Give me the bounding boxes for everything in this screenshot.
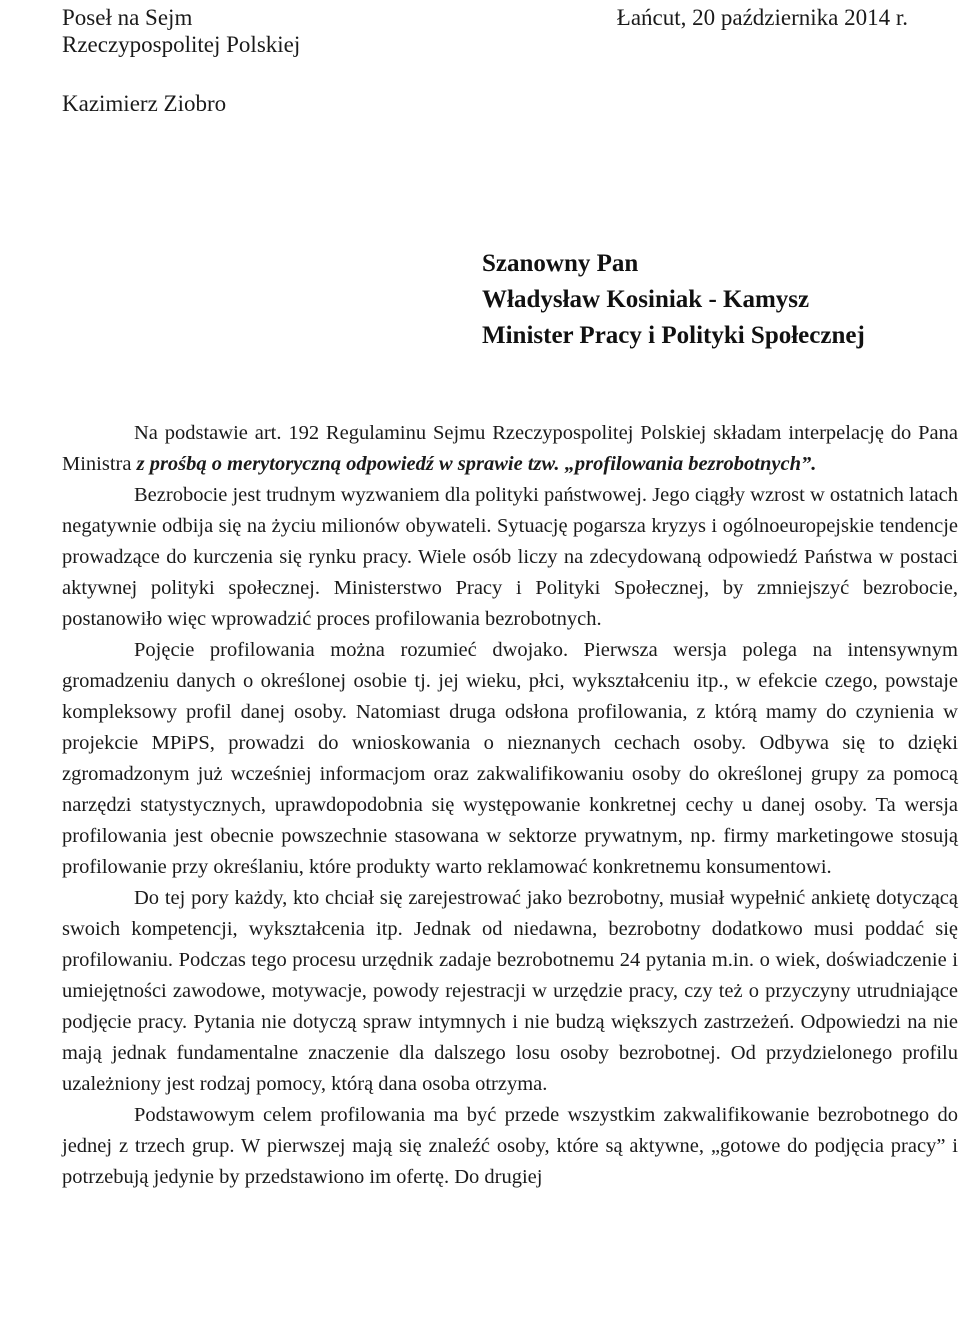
recipient-salutation: Szanowny Pan xyxy=(482,250,639,277)
paragraph-intro xyxy=(62,418,958,480)
letter-body xyxy=(62,418,958,1193)
sender-institution: Rzeczypospolitej Polskiej xyxy=(62,32,301,57)
paragraph-profiling-definition: Pojęcie profilowania można rozumieć dwojako. Pierwsza wersja polega na intensywnym gromadzeniu danych o określonej osobie tj. jej wieku, płci, wykształceniu itp., w efekcie czego, powstaje kompleksowy profil danej osoby. Natomiast druga odsłona profilowania, z którą mamy do czynienia w projekcie MPiPS, prowadzi do wnioskowania o nieznanych cechach osoby. Odbywa się to dzięki zgromadzonym już wcześniej informacjom oraz zakwalifikowaniu osoby do określonej grupy za pomocą narzędzi statystycznych, uprawdopodobnia się występowanie konkretnej cechy u danej osoby. Ta wersja profilowania jest obecnie powszechnie stasowana w sektorze prywatnym, np. firmy marketingowe stosują profilowanie przy określaniu, które produkty warto reklamować konkretnemu konsumentowi. xyxy=(62,639,958,878)
author-name: Kazimierz Ziobro xyxy=(62,91,227,116)
paragraph-groups: Podstawowym celem profilowania ma być przede wszystkim zakwalifikowanie bezrobotnego do jednej z trzech grup. W pierwszej mają się znaleźć osoby, które są aktywne, „gotowe do podjęcia pracy” i potrzebują jedynie by przedstawiono im ofertę. Do drugiej xyxy=(62,1104,958,1188)
paragraph-registration: Do tej pory każdy, kto chciał się zarejestrować jako bezrobotny, musiał wypełnić ankietę dotyczącą swoich kompetencji, wykształcenia itp. Jednak od niedawna, bezrobotny dodatkowo musi poddać się profilowaniu. Podczas tego procesu urzędnik zadaje bezrobotnemu 24 pytania m.in. o wiek, doświadczenie i umiejętności zawodowe, motywacje, powody rejestracji w urzędzie pracy, czy też o przyczyny utrudniające podjęcie pracy. Pytania nie dotyczą spraw intymnych i nie budzą większych zastrzeżeń. Odpowiedzi na nie mają jednak fundamentalne znaczenie dla dalszego losu osoby bezrobotnej. Od przydzielonego profilu uzależniony jest rodzaj pomocy, którą dana osoba otrzyma. xyxy=(62,887,958,1095)
paragraph-unemployment: Bezrobocie jest trudnym wyzwaniem dla polityki państwowej. Jego ciągły wzrost w ostatnich latach negatywnie odbija się na życiu milionów obywateli. Sytuację pogarsza kryzys i ogólnoeuropejskie tendencje prowadzące do kurczenia się rynku pracy. Wiele osób liczy na zdecydowaną odpowiedź Państwa w postaci aktywnej polityki społecznej. Ministerstwo Pracy i Polityki Społecznej, by zmniejszyć bezrobocie, postanowiło więc wprowadzić proces profilowania bezrobotnych. xyxy=(62,484,958,630)
recipient-block xyxy=(482,246,865,354)
recipient-name: Władysław Kosiniak - Kamysz xyxy=(482,286,810,313)
place-date: Łańcut, 20 października 2014 r. xyxy=(616,5,908,30)
sender-block xyxy=(62,4,300,58)
paragraph-intro-emphasis: z prośbą o merytoryczną odpowiedź w sprawie tzw. „profilowania bezrobotnych”. xyxy=(136,453,817,475)
recipient-title: Minister Pracy i Polityki Społecznej xyxy=(482,322,865,349)
sender-title: Poseł na Sejm xyxy=(62,5,193,30)
paragraph-intro-text: Na podstawie art. 192 Regulaminu Sejmu Rzeczypospolitej Polskiej składam interpelację do Pana Ministra xyxy=(62,422,958,475)
